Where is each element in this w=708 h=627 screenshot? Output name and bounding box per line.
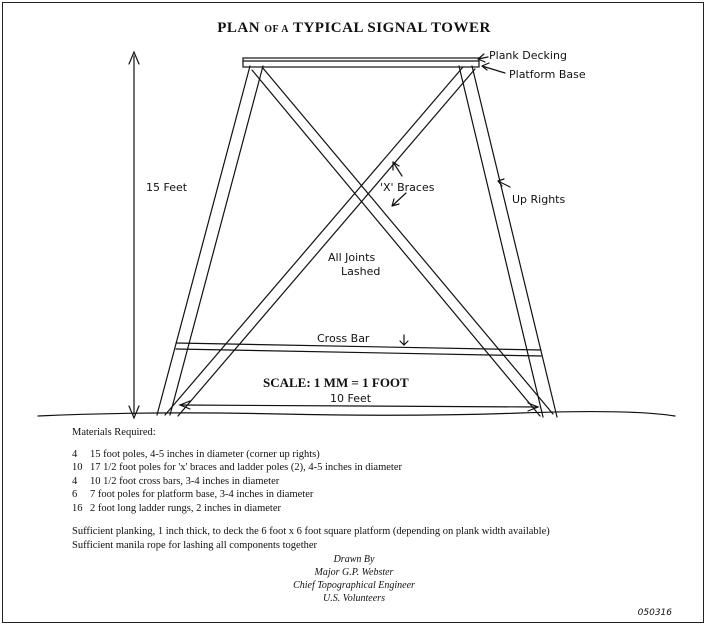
materials-section xyxy=(72,426,682,552)
rope-note: Sufficient manila rope for lashing all components together xyxy=(72,539,318,551)
label-width: 10 Feet xyxy=(330,392,372,405)
cross-bar-arrow xyxy=(400,335,408,345)
credit-line4: U.S. Volunteers xyxy=(323,593,385,604)
item-description: 2 foot long ladder rungs, 2 inches in diameter xyxy=(90,502,281,514)
scale-label: SCALE: 1 MM = 1 FOOT xyxy=(263,375,409,390)
upright-left-outer xyxy=(157,66,250,415)
upright-right-inner xyxy=(459,66,543,417)
item-description: 15 foot poles, 4-5 inches in diameter (corner up rights) xyxy=(90,448,320,460)
item-quantity: 6 xyxy=(72,489,78,500)
label-joints-line1: All Joints xyxy=(328,251,376,264)
upright-right-outer xyxy=(472,66,557,417)
credit-line2: Major G.P. Webster xyxy=(314,567,394,578)
item-description: 7 foot poles for platform base, 3-4 inches in diameter xyxy=(90,489,314,500)
item-description: 17 1/2 foot poles for 'x' braces and ladder poles (2), 4-5 inches in diameter xyxy=(90,462,402,473)
item-description: 10 1/2 foot cross bars, 3-4 inches in diameter xyxy=(90,475,280,487)
list-item xyxy=(72,461,682,475)
item-quantity: 4 xyxy=(72,448,78,460)
upright-left-inner xyxy=(170,66,263,415)
list-item xyxy=(72,448,682,462)
materials-heading: Materials Required: xyxy=(72,427,156,438)
x-brace-b1 xyxy=(165,67,463,415)
list-item xyxy=(72,475,682,489)
platform-base xyxy=(243,58,479,67)
label-up-rights: Up Rights xyxy=(512,193,566,206)
list-item xyxy=(72,488,682,502)
item-quantity: 10 xyxy=(72,462,83,473)
credit-line3: Chief Topographical Engineer xyxy=(293,580,415,591)
title-rest: TYPICAL SIGNAL TOWER xyxy=(292,20,491,36)
drawn-by-credit xyxy=(0,553,708,605)
x-brace-arrow-up xyxy=(393,162,402,176)
materials-list xyxy=(72,448,682,516)
planking-note: Sufficient planking, 1 inch thick, to deck the 6 foot x 6 foot square platform (depending on plank width available) xyxy=(72,526,550,537)
width-dimension-line xyxy=(180,405,538,407)
label-plank-decking: Plank Decking xyxy=(489,49,567,62)
label-cross-bar: Cross Bar xyxy=(317,332,370,345)
document-number: 050316 xyxy=(637,608,672,618)
x-brace-arrow-down xyxy=(392,193,406,206)
platform-base-arrow xyxy=(482,63,505,73)
label-platform-base: Platform Base xyxy=(509,68,586,81)
title-plan: PLAN xyxy=(217,20,261,36)
x-brace-b2 xyxy=(178,69,475,416)
item-quantity: 16 xyxy=(72,502,83,514)
label-height: 15 Feet xyxy=(146,181,188,194)
x-brace-a1 xyxy=(252,70,540,416)
up-rights-arrow xyxy=(498,179,510,187)
label-x-braces: 'X' Braces xyxy=(380,181,435,194)
list-item xyxy=(72,502,682,516)
title-of-a: OF A xyxy=(264,24,289,35)
item-quantity: 4 xyxy=(72,475,78,487)
credit-line1: Drawn By xyxy=(333,554,375,565)
x-brace-a2 xyxy=(262,67,553,414)
label-joints-line2: Lashed xyxy=(341,265,381,278)
